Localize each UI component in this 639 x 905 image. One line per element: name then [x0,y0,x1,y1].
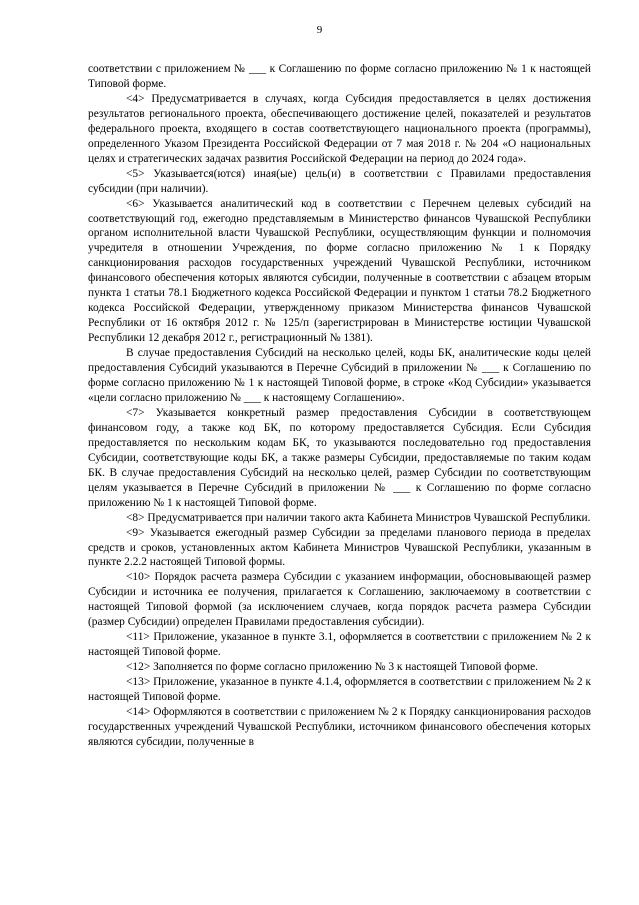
footnote-10: <10> Порядок расчета размера Субсидии с указанием информации, обосновывающей размер Субсидии и источника ее получения, прилагается к Соглашению, заключаемому в соответствии с настоящей Типовой формой (за исключением случаев, когда порядок расчета размера Субсидии (размер Субсидии) определен Правилами предоставления субсидии). [88,571,591,629]
footnote-7: <7> Указывается конкретный размер предоставления Субсидии в соответствующем финансовом году, а также код БК, по которому предоставляется Субсидия. Если Субсидия предоставляется по нескольким кодам БК, то указываются последовательно год предоставления Субсидии, соответствующие коды БК, а также размеры Субсидии, предоставляемые по таким кодам БК. В случае предоставления Субсидий на несколько целей, размер Субсидии по соответствующим целям указывается в Перечне Субсидий в приложении № ___ к Соглашению по форме согласно приложению № 1 к настоящей Типовой форме. [88,406,591,509]
footnote-8: <8> Предусматривается при наличии такого акта Кабинета Министров Чувашской Республики. [126,511,591,524]
footnote-6-continuation: В случае предоставления Субсидий на несколько целей, коды БК, аналитические коды целей предоставления Субсидий указываются в Перечне Субсидий в приложении № ___ к Соглашению по форме согласно приложению № 1 к настоящей Типовой форме, в строке «Код Субсидии» указывается «цели согласно приложению № ___ к настоящему Соглашению». [88,347,591,404]
paragraph-continuation: соответствии с приложением № ___ к Соглашению по форме согласно приложению № 1 к настоящей Типовой форме. [88,63,591,90]
footnote-9: <9> Указывается ежегодный размер Субсидии за пределами планового периода в пределах средств и сроков, установленных актом Кабинета Министров Чувашской Республики, указанным в пункте 2.2.2 настоящей Типовой формы. [88,526,591,569]
footnote-14: <14> Оформляются в соответствии с приложением № 2 к Порядку санкционирования расходов государственных учреждений Чувашской Республики, источником финансового обеспечения которых являются субсидии, полученные в [88,705,591,748]
footnote-6: <6> Указывается аналитический код в соответствии с Перечнем целевых субсидий на соответствующий год, ежегодно представляемым в Министерство финансов Чувашской Республики органом исполнительной власти Чувашской Республики, осуществляющим функции и полномочия учредителя в отношении Учреждения, по форме согласно приложению № 1 к Порядку санкционирования расходов государственных учреждений Чувашской Республики, источником финансового обеспечения которых являются субсидии, полученные в соответствии с абзацем вторым пункта 1 статьи 78.1 Бюджетного кодекса Российской Федерации и пунктом 1 статьи 78.2 Бюджетного кодекса Российской Федерации, утвержденному приказом Министерства финансов Чувашской Республики от 16 октября 2012 г. № 125/п (зарегистрирован в Министерстве юстиции Чувашской Республики 12 декабря 2012 г., регистрационный № 1381). [88,197,591,345]
document-body [88,62,591,750]
footnote-5: <5> Указывается(ются) иная(ые) цель(и) в соответствии с Правилами предоставления субсидии (при наличии). [88,167,591,195]
footnote-4: <4> Предусматривается в случаях, когда Субсидия предоставляется в целях достижения результатов регионального проекта, обеспечивающего достижение целей, показателей и результатов федерального проекта, входящего в состав соответствующего национального проекта (программы), определенного Указом Президента Российской Федерации от 7 мая 2018 г. № 204 «О национальных целях и стратегических задачах развития Российской Федерации на период до 2024 года». [88,92,591,165]
footnote-13: <13> Приложение, указанное в пункте 4.1.4, оформляется в соответствии с приложением № 2 к настоящей Типовой форме. [88,676,591,704]
page-number: 9 [316,24,323,36]
footnote-12: <12> Заполняется по форме согласно приложению № 3 к настоящей Типовой форме. [126,661,538,674]
footnote-11: <11> Приложение, указанное в пункте 3.1, оформляется в соответствии с приложением № 2 к настоящей Типовой форме. [88,631,591,659]
